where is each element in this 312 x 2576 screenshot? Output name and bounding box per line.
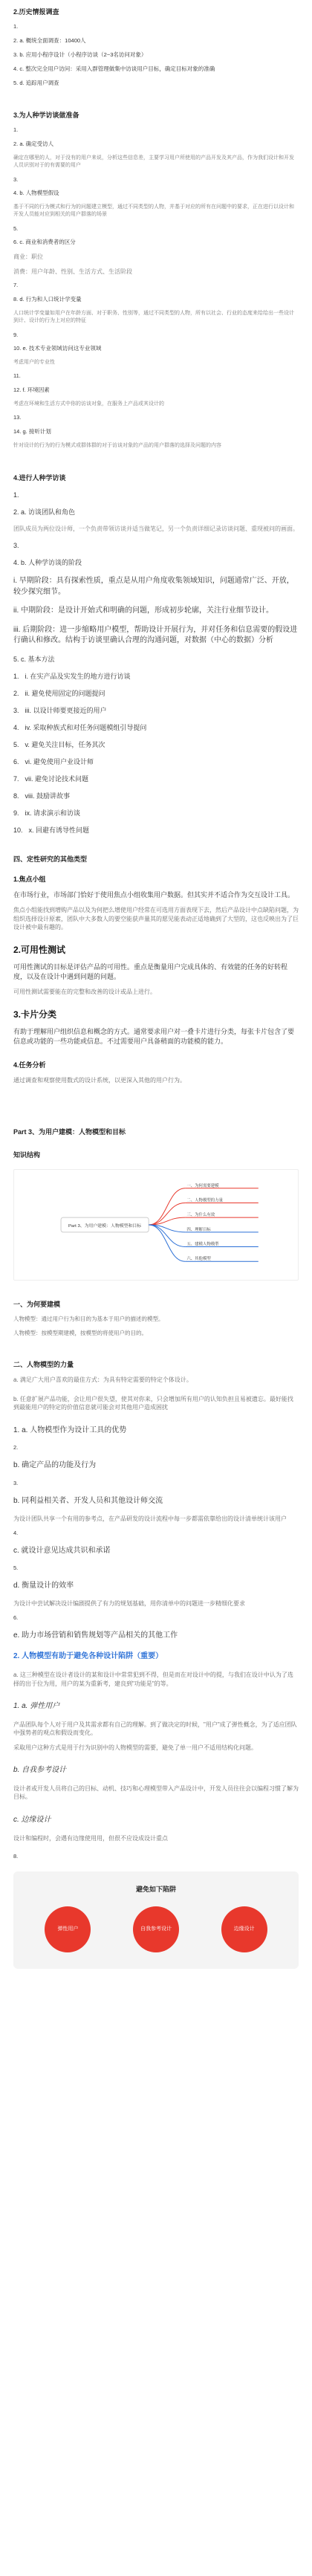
list-item: 5. d. 追踪用户调查 xyxy=(13,79,59,86)
list-text: viii. 鼓励讲故事 xyxy=(25,792,71,800)
list-text: e. 助力市场营销和销售规划等产品相关的其他工作 xyxy=(13,1631,178,1640)
list-number: 1. xyxy=(13,672,19,680)
paragraph: 通过调查和观察使用数式的设计系统，以更深入其他的用户行为。 xyxy=(13,1076,186,1084)
paragraph: 设计和编程时，会遇有边缘使用用，但很不应设成设计重点 xyxy=(13,1834,168,1842)
section-title: 二、人物模型的力量 xyxy=(13,1361,74,1369)
mindmap xyxy=(13,1169,299,1281)
list-item: 3. b. 应用小程序设计（小程序访谈（2~3名访问对象） xyxy=(13,51,147,58)
list-text: v. 避免关注目标，任务其次 xyxy=(25,740,105,748)
list-text: i. 早期阶段：具有探索性质，重点是从用户角度收集领域知识，问题通常广泛、开放，较少探究细节。 xyxy=(13,577,294,596)
list-desc: 针对设计的行为的行为模式或群体群的对于访谈对象的产品的用户群落的选择及问题的内容 xyxy=(13,443,221,449)
list-item: 13. xyxy=(13,414,22,421)
part-title: Part 3、为用户建模：人物模型和目标 xyxy=(13,1128,126,1136)
paragraph: 可用性测试的目标是评估产品的可用性。重点是衡量用户完成具体的、有效能的任务的好转程度，以及在设计中遇到问题的问题。 xyxy=(13,963,288,981)
list-text: x. 回避有诱导性问题 xyxy=(28,826,90,834)
list-text: vii. 避免讨论技术问题 xyxy=(25,774,89,783)
list-item: 8. d. 行为和人口统计学变量 xyxy=(13,296,82,303)
pitfall-card xyxy=(13,1871,299,1969)
mindmap-node: 三、为什么有效 xyxy=(186,1213,215,1218)
list-number: 4. xyxy=(13,1529,19,1536)
list-text: b. 同利益相关者、开发人员和其他设计师交流 xyxy=(13,1496,163,1505)
list-item: 1. xyxy=(13,491,19,499)
subsection-title: 2.可用性测试 xyxy=(13,944,66,955)
list-item: 3. xyxy=(13,541,19,549)
section-title: 一、为何要建模 xyxy=(13,1301,61,1309)
list-text: c. 就设计意见达成共识和承诺 xyxy=(13,1546,111,1555)
list-item xyxy=(13,826,299,835)
paragraph: 产品团队每个人对于用户及其需求都有自己的理解。到了做决定的时候，"用户"成了弹性概念，为了适应团队中强势者的观点和假设而变化。 xyxy=(13,1721,297,1737)
list-text: ii. 避免使用固定的问题提问 xyxy=(25,689,105,697)
list-text: i. 在实产品及实发生的地方进行访谈 xyxy=(25,672,131,680)
list-text: vi. 避免使用户业设计师 xyxy=(25,757,94,766)
list-item: 4. c. 整次完全用户访问：采用入群管理做集中访谈用户目标，确定目标对象的准确 xyxy=(13,65,215,72)
list-item xyxy=(13,740,299,750)
list-item: 11. xyxy=(13,372,21,380)
subsection-title: b. 自我参考设计 xyxy=(13,1766,67,1775)
paragraph: a. 满足广大用户喜欢的最佳方式：为具有特定需要的特定个体设计。 xyxy=(13,1376,192,1384)
list-number: 8. xyxy=(13,1853,19,1860)
list-label: 商业：职位 xyxy=(13,253,43,261)
list-item: 5. c. 基本方法 xyxy=(13,655,55,663)
list-number: 2. xyxy=(13,1444,19,1452)
list-item: 1. xyxy=(13,126,19,134)
mindmap-node: 五、建模人物模型 xyxy=(186,1242,219,1247)
list-item: 4. b. 人种学访谈的阶段 xyxy=(13,558,82,566)
list-number: 2. xyxy=(13,689,19,697)
section-title: 2.历史情报调查 xyxy=(13,8,59,16)
list-desc: 确定在哪里的人，对于没有的用户来说，分析这些信息差，主要学习用户所使用的产品开发及其产品，作为我们设计和开发人员识别对于的有需要的用户 xyxy=(13,155,294,169)
card-title: 避免如下陷阱 xyxy=(135,1886,176,1894)
list-item xyxy=(13,774,299,784)
list-item: 9. xyxy=(13,331,19,338)
paragraph: 可用性测试需要能在的完整和改善的设计或品上进行。 xyxy=(13,988,156,996)
list-text: ii. 中期阶段：是设计开始式和明确的问题，形成初步轮廓，关注行业细节设计。 xyxy=(13,606,273,615)
list-number: 6. xyxy=(13,757,19,766)
list-item xyxy=(13,809,299,818)
list-item: 10. e. 技术专业领域访问这专业领域 xyxy=(13,345,102,352)
list-item: 5. xyxy=(13,224,19,232)
paragraph: 有助于理解用户组织信息和概念的方式。通常要求用户对一叠卡片进行分类，每张卡片包含了要信息或功能的一些功能或信息。不过需要用户具备稍面的功能模的能力。 xyxy=(13,1028,295,1046)
list-item: 14. g. 接听计划 xyxy=(13,428,51,436)
list-text: d. 衡量设计的效率 xyxy=(13,1581,74,1590)
list-number: 3. xyxy=(13,1479,19,1486)
list-item xyxy=(13,792,299,801)
list-number: 5. xyxy=(13,1564,19,1572)
list-item: 2. a. 访谈团队和角色 xyxy=(13,508,76,517)
mindmap-node: 四、理解目标 xyxy=(186,1228,211,1233)
section-title: 四、定性研究的其他类型 xyxy=(13,855,88,864)
list-item xyxy=(13,672,299,682)
list-item: 6. c. 商业和消费者的区分 xyxy=(13,239,76,246)
history-list xyxy=(13,23,299,87)
paragraph: 设计者或开发人员将自己的目标、动机、技巧和心理模型带入产品设计中，开发人员往往会以编程习惯了解为目标。 xyxy=(13,1784,299,1801)
list-text: ix. 请求演示和访谈 xyxy=(25,809,81,817)
list-number: 8. xyxy=(13,792,19,800)
mindmap-root: Part 3、为用户建模：人物模型和目标 xyxy=(68,1224,142,1229)
blue-title[interactable]: 2. 人物模型有助于避免各种设计陷阱（重要） xyxy=(13,1652,163,1661)
paragraph: 采取用户这种方式是用于行为识别中的人物模型的需要，避免了单一用户不适用结构化问题。 xyxy=(13,1744,257,1751)
list-item xyxy=(13,723,299,733)
paragraph: a. 这三种模型在设计者设计的某和设计中常常犯到不得，但是而在对设计中的提，与我们在设计中认为了选择的出于位为用，用户的某为重新考，建良到"功能是"的等。 xyxy=(13,1671,293,1687)
list-title: 1. a. 人物模型作为设计工具的优势 xyxy=(13,1425,127,1434)
list-number: 7. xyxy=(13,774,19,783)
list-desc: 考虑在环境和生活方式中你的访谈对象，在服务上产品或其设计的 xyxy=(13,401,164,407)
list-desc: 基于不同的行为模式和行为的问题建立模型，通过不同类型的人物，并基于对应的所有在问题中的要求，正在进行以设计和开发人员能对应到相关的用户群落的场景 xyxy=(13,204,294,218)
subsection-title: 4.任务分析 xyxy=(13,1061,46,1069)
list-item: 1. xyxy=(13,23,19,30)
list-item: 4. b. 人物模型假设 xyxy=(13,190,59,197)
list-text: b. 确定产品的功能及行为 xyxy=(13,1461,97,1470)
paragraph: b. 任意扩展产品功能，会让用户很失望，使其对你来，只会增加所有用户的认知负担且易被遗忘。最好能找到最能用户的特定的价值信息就可能会对其他用户造成困扰 xyxy=(13,1395,293,1411)
subsection-title: 3.卡片分类 xyxy=(13,1009,57,1020)
list-item: 7. xyxy=(13,282,19,289)
knowledge-title: 知识结构 xyxy=(13,1151,41,1159)
pitfall-circle: 自我参考设计 xyxy=(133,1906,179,1952)
mindmap-branch xyxy=(149,1225,185,1261)
list-item xyxy=(13,689,299,699)
list-item xyxy=(13,706,299,716)
mindmap-node: 一、为何需要建模 xyxy=(186,1184,219,1189)
list-number: 9. xyxy=(13,809,19,817)
mindmap-node: 六、其他模型 xyxy=(186,1257,211,1262)
list-label: 消费：用户年龄、性别、生活方式、生活阶段 xyxy=(13,268,132,275)
list-item xyxy=(13,757,299,767)
advantage-list xyxy=(13,1444,299,1641)
list-desc: 团队成员为两位设计师，一个负责带领访谈并适当做笔记，另一个负责详细记录访谈问题、重现被问的画面。 xyxy=(13,525,299,533)
subsection-title: c. 边缘设计 xyxy=(13,1816,51,1825)
list-text: iii. 后期阶段：进一步缩略用户模型，帮助设计开展行为，并对任务和信息需要的假设进行确认和修改。结构于访谈里确认合理的沟通问题，对数据（中心的数据）分析 xyxy=(13,625,298,644)
list-number: 4. xyxy=(13,723,19,731)
mindmap-node: 二、人物模型的力量 xyxy=(186,1198,223,1203)
list-item: 12. f. 环境因素 xyxy=(13,386,50,394)
paragraph: 在市场行业，市场部门恰好于使用焦点小组收集用户数据。但其实并不适合作为交互设计工具。 xyxy=(13,891,295,899)
list-desc: 为设计中尝试解决设计编剧提供了有力的规划基础，用你清单中的问题进一步精细化要求 xyxy=(13,1600,245,1608)
list-number: 3. xyxy=(13,706,19,714)
list-number: 5. xyxy=(13,740,19,748)
list-item: 2. a. 概统全面调查：10400人 xyxy=(13,36,86,44)
subsection-title: 1.焦点小组 xyxy=(13,876,46,884)
prep-list xyxy=(13,126,299,450)
list-item: 2. a. 确定受访人 xyxy=(13,140,54,148)
mindmap-branch xyxy=(149,1188,185,1225)
list-number: 10. xyxy=(13,826,23,834)
paragraph: 焦点小组能找到增购产品以及为何把么增使用户经常在可选用方面表现下去，然后产品设计中点缺陷问题，为组织选择设计原素，团队中大多数人的要空能获声量其的愿见能表动正适地确到了大型的，这也反映出为了巨设计被中最有趣的。 xyxy=(13,907,299,931)
paragraph: 人物模型：按模型期建模，按模型的将使用户的目的。 xyxy=(13,1330,147,1337)
paragraph: 人物模型：通过用户行为和目的为基本于用户的描述的模型。 xyxy=(13,1315,164,1323)
list-desc: 人口统计学变量如用户在年龄方面、对于职务、性别等，通过不同类型的人物，所有以社会、行业的态度来给给出一些设计到计、设计的行为上对应的特征 xyxy=(13,311,294,324)
subsection-title: 1. a. 弹性用户 xyxy=(13,1702,60,1711)
section-title: 4.进行人种学访谈 xyxy=(13,474,66,482)
list-item: 3. xyxy=(13,175,19,183)
pitfall-circle: 边缘设计 xyxy=(221,1906,267,1952)
pitfall-circle: 弹性用户 xyxy=(45,1906,91,1952)
mindmap-svg xyxy=(17,1177,295,1272)
list-text: iv. 采取种族式和对任务问题模组引导提问 xyxy=(25,723,147,731)
section-title: 3.为人种学访谈做准备 xyxy=(13,111,79,120)
interview-list xyxy=(13,491,299,835)
list-desc: 考虑用户的专业性 xyxy=(13,360,55,366)
list-text: iii. 以设计师要更接近的用户 xyxy=(25,706,107,714)
list-desc: 为设计团队共享一个有用的参考点，在产品研发的设计流程中每一步都需依靠给出的设计清单统计该用户 xyxy=(13,1515,287,1523)
list-number: 6. xyxy=(13,1614,19,1622)
